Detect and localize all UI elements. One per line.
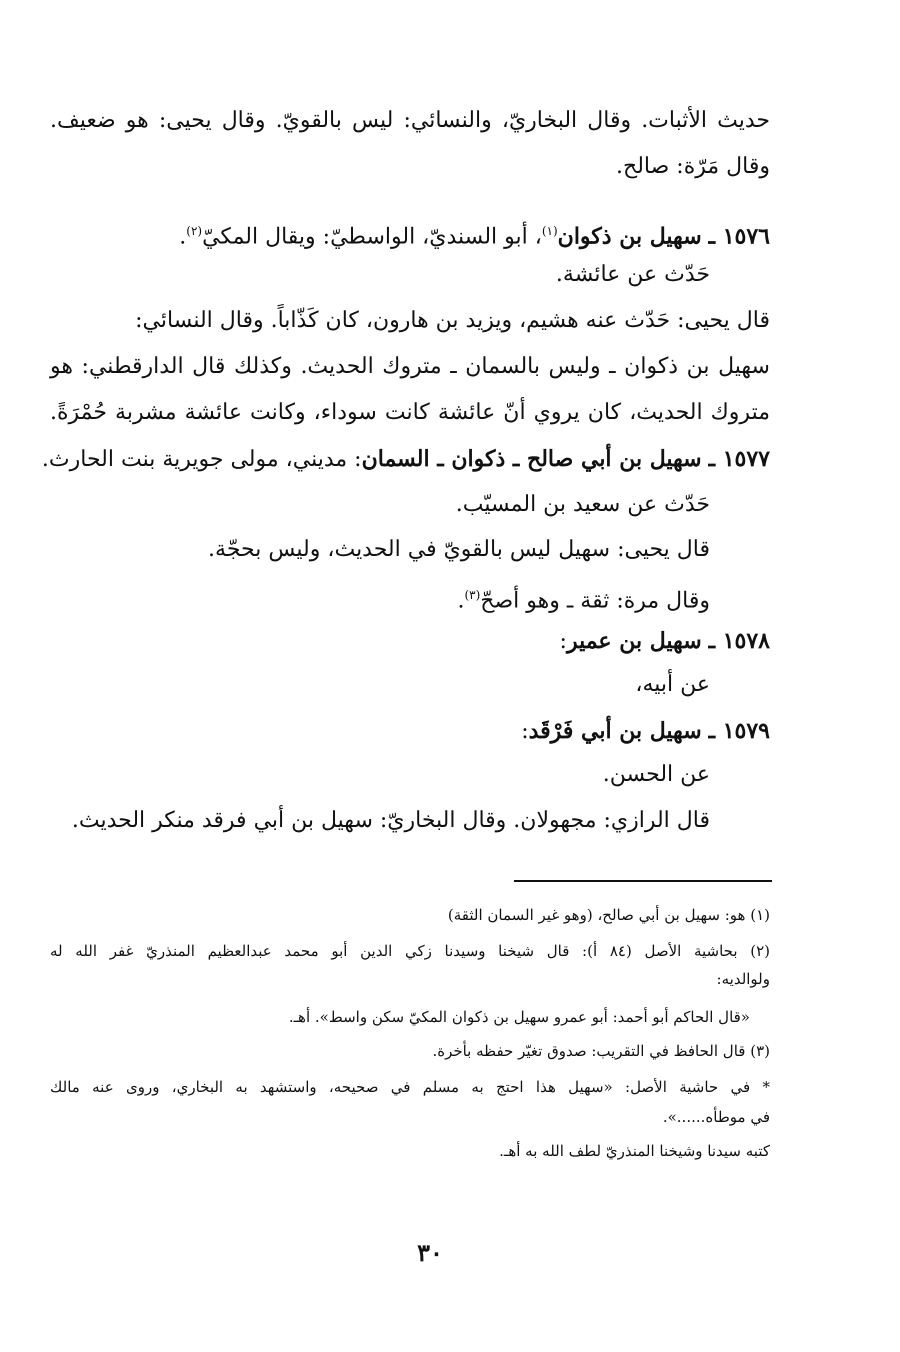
text-span: وقال مرة: ثقة ـ وهو أصحّ [480, 588, 710, 614]
footnote-ref: (٢) [186, 224, 203, 238]
text-line: قال يحيى: حَدّث عنه هشيم، ويزيد بن هارون، كان كَذّاباً. وقال النسائي: [135, 308, 770, 333]
text-line: حَدّث عن سعيد بن المسيّب. [455, 492, 710, 517]
footnote-3: (٣) قال الحافظ في التقريب: صدوق تغيّر حفظه بأخرة. [432, 1042, 770, 1060]
footnote-2-cont: ولوالديه: [716, 970, 770, 988]
page-number: ٣٠ [417, 1238, 443, 1267]
text-line [457, 580, 710, 616]
entry-1578-heading [560, 626, 770, 657]
entry-number: ١٥٧٦ ـ [708, 223, 770, 250]
text-line: حديث الأثبات. وقال البخاريّ، والنسائي: ليس بالقويّ. وقال يحيى: هو ضعيف. [50, 108, 770, 133]
entry-desc: : [521, 719, 529, 744]
footnote-divider [514, 880, 772, 882]
entry-1576-heading [179, 216, 770, 252]
entry-1579-heading [521, 716, 770, 747]
footnote-2-quote: «قال الحاكم أبو أحمد: أبو عمرو سهيل بن ذكوان المكيّ سكن واسط». أهـ. [288, 1008, 750, 1026]
text-line: وقال مَرّة: صالح. [616, 154, 770, 179]
entry-name: سهيل بن أبي صالح ـ ذكوان ـ السمان [361, 446, 702, 472]
text-span: . [457, 588, 465, 614]
footnote-2: (٢) بحاشية الأصل (٨٤ أ): قال شيخنا وسيدنا زكي الدين أبو محمد عبدالعظيم المنذريّ غفر الله له [50, 942, 770, 960]
period: . [179, 224, 187, 250]
text-line: عن أبيه، [635, 672, 710, 697]
text-line: قال يحيى: سهيل ليس بالقويّ في الحديث، وليس بحجّة. [208, 537, 710, 562]
footnote-1: (١) هو: سهيل بن أبي صالح، (وهو غير السمان الثقة) [447, 906, 770, 924]
entry-desc: : مديني، مولى جويرية بنت الحارث. [41, 447, 362, 472]
entry-name: سهيل بن أبي فَرْقَد [528, 718, 702, 744]
entry-desc: ، أبو السنديّ، الواسطيّ: ويقال المكيّ [202, 224, 542, 250]
text-line: عن الحسن. [602, 762, 710, 787]
text-line: قال الرازي: مجهولان. وقال البخاريّ: سهيل بن أبي فرقد منكر الحديث. [71, 808, 710, 833]
entry-number: ١٥٧٨ ـ [708, 628, 770, 654]
text-line: متروك الحديث، كان يروي أنّ عائشة كانت سوداء، وكانت عائشة مشربة حُمْرَةً. [50, 400, 770, 425]
footnote-3-note: * في حاشية الأصل: «سهيل هذا احتج به مسلم في صحيحه، واستشهد به البخاري، وروى عنه مالك [50, 1078, 770, 1096]
footnote-3-signoff: كتبه سيدنا وشيخنا المنذريّ لطف الله به أهـ. [499, 1142, 770, 1160]
entry-number: ١٥٧٩ ـ [708, 718, 770, 744]
entry-name: سهيل بن عمير [566, 628, 702, 654]
text-line: حَدّث عن عائشة. [555, 262, 710, 287]
entry-desc: : [559, 629, 567, 654]
footnote-ref: (١) [541, 224, 558, 238]
footnote-3-note-cont: في موطأه......». [662, 1108, 770, 1126]
text-line: سهيل بن ذكوان ـ وليس بالسمان ـ متروك الحديث. وكذلك قال الدارقطني: هو [50, 354, 770, 379]
entry-1577-heading [42, 444, 770, 475]
footnote-ref: (٣) [464, 588, 481, 602]
entry-name: سهيل بن ذكوان [557, 223, 702, 250]
entry-number: ١٥٧٧ ـ [708, 446, 770, 472]
